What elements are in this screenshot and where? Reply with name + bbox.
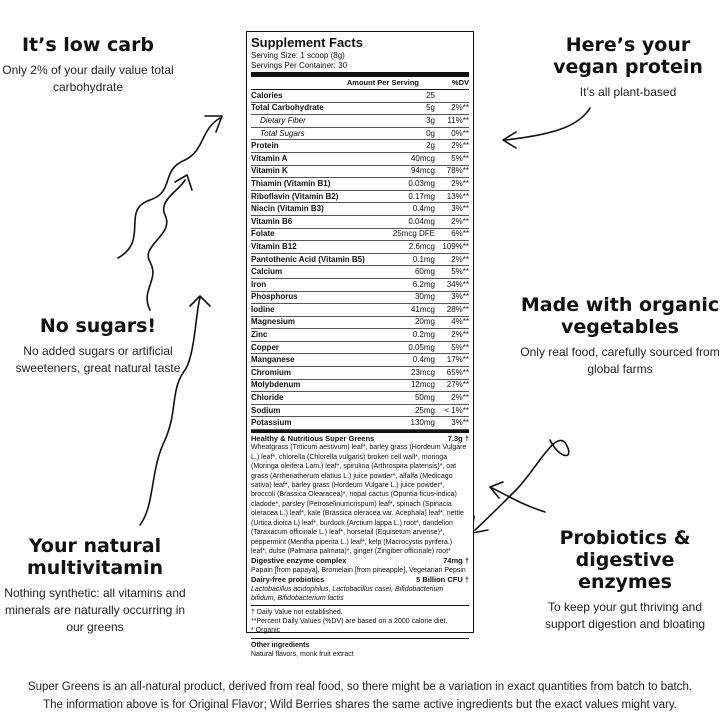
nutrient-dv: < 1%**: [444, 405, 469, 415]
nutrient-dv: 2%**: [451, 216, 469, 226]
nutrient-name: Thiamin (Vitamin B1): [251, 178, 331, 188]
nutrient-dv: 2%**: [451, 393, 469, 403]
nutrient-name: Pantothenic Acid (Vitamin B5): [251, 254, 365, 264]
nutrient-name: Vitamin B12: [251, 241, 297, 251]
nutrient-amount: 50mg: [414, 393, 435, 403]
nutrient-name: Riboflavin (Vitamin B2): [251, 191, 339, 201]
nutrient-name: Folate: [251, 229, 275, 239]
other-ingredients-title: Other ingredients: [251, 642, 310, 650]
nutrient-amount: 0.2mg: [412, 330, 435, 340]
nutrient-row: [251, 354, 469, 367]
callout-title: No sugars!: [39, 315, 157, 337]
nutrient-name: Niacin (Vitamin B3): [251, 204, 324, 214]
nutrient-row: [251, 191, 469, 204]
nutrient-row: [251, 241, 469, 254]
enzyme-amount: 74mg †: [443, 556, 469, 566]
nutrient-dv: 3%**: [451, 418, 469, 428]
nutrient-amount: 0.4mg: [412, 204, 435, 214]
callout-desc: Only real food, carefully sourced from global farms: [520, 345, 720, 376]
nutrient-name: Calories: [251, 90, 283, 100]
nutrient-dv: 3%**: [451, 204, 469, 214]
nutrient-dv: 28%**: [446, 304, 469, 314]
nutrient-name: Phosphorus: [251, 292, 298, 302]
nutrient-row: [251, 380, 469, 393]
disclaimer: [0, 678, 720, 714]
nutrient-name: Protein: [251, 141, 279, 151]
nutrient-name: Potassium: [251, 418, 292, 428]
callout-desc: No added sugars or artificial sweeteners, great natural taste: [15, 344, 181, 375]
nutrient-amount: 0.03mg: [408, 178, 435, 188]
nutrient-amount: 12mcg: [410, 380, 435, 390]
nutrient-row: [251, 417, 469, 430]
nutrient-name: Sodium: [251, 405, 281, 415]
nutrient-name: Molybdenum: [251, 380, 301, 390]
nutrient-amount: 0.17mg: [408, 191, 435, 201]
nutrient-table: [251, 90, 469, 430]
nutrient-row: [251, 254, 469, 267]
serving-size: Serving Size: 1 scoop (8g): [251, 51, 345, 60]
nutrient-row: [251, 90, 469, 103]
nutrient-dv: 17%**: [446, 355, 469, 365]
label-title: Supplement Facts: [251, 35, 363, 50]
nutrient-amount: 0g: [426, 128, 435, 138]
callout-desc: It’s all plant-based: [579, 85, 677, 99]
nutrient-row: [251, 266, 469, 279]
arrow-probiotics: [492, 488, 545, 512]
greens-blend: [251, 433, 469, 603]
nutrient-name: Vitamin K: [251, 166, 288, 176]
dv-header: %DV: [451, 78, 469, 87]
footnotes: [251, 605, 469, 635]
disclaimer-line-2: The information above is for Original Flavor; Wild Berries shares the same active ingredients but the exact values might vary.: [43, 699, 677, 711]
nutrient-dv: 65%**: [446, 367, 469, 377]
nutrient-dv: 2%**: [451, 178, 469, 188]
nutrient-row: [251, 153, 469, 166]
nutrient-dv: 11%**: [447, 115, 469, 125]
nutrient-name: Iodine: [251, 304, 275, 314]
nutrient-amount: 23mcg: [410, 367, 435, 377]
nutrient-name: Copper: [251, 342, 279, 352]
nutrient-name: Manganese: [251, 355, 295, 365]
nutrient-row: [251, 367, 469, 380]
other-ingredients: [251, 638, 469, 659]
callout-title: Probiotics & digestive enzymes: [559, 527, 691, 593]
nutrient-row: [251, 216, 469, 229]
nutrient-dv: 5%**: [451, 342, 469, 352]
nutrient-name: Vitamin A: [251, 153, 288, 163]
nutrient-row: [251, 229, 469, 242]
nutrient-row: [251, 329, 469, 342]
nutrient-amount: 40mcg: [410, 153, 435, 163]
nutrient-amount: 0.04mg: [408, 216, 435, 226]
callout-desc: Only 2% of your daily value total carbohydrate: [2, 63, 174, 94]
nutrient-amount: 30mg: [414, 292, 435, 302]
nutrient-row: [251, 279, 469, 292]
probiotics-title: Dairy-free probiotics: [251, 575, 325, 585]
nutrient-dv: 0%**: [451, 128, 469, 138]
footnote-dv-basis: **Percent Daily Values (%DV) are based on a 2000 calorie diet.: [251, 618, 448, 626]
disclaimer-line-1: Super Greens is an all-natural product, derived from real food, so there might be a variation in exact quantities from batch to batch.: [27, 681, 693, 693]
enzyme-title: Digestive enzyme complex: [251, 556, 347, 566]
nutrient-name: Total Sugars: [260, 128, 305, 138]
nutrient-row: [251, 405, 469, 418]
nutrient-amount: 130mg: [410, 418, 435, 428]
nutrient-row: [251, 140, 469, 153]
probiotics-ingredients: Lactobacillus acidophilus, Lactobacillus casei, Bifidobacterium bifidum, Bifidobacterium lactis: [251, 585, 444, 602]
nutrient-row: [251, 317, 469, 330]
nutrient-row: [251, 128, 469, 141]
nutrient-dv: 5%**: [451, 267, 469, 277]
nutrient-dv: 3%**: [451, 292, 469, 302]
nutrient-amount: 25mcg DFE: [392, 229, 435, 239]
nutrient-row: [251, 115, 469, 128]
nutrient-dv: 13%**: [446, 191, 469, 201]
other-ingredients-text: Natural flavors, monk fruit extract: [251, 651, 354, 659]
arrow-organic: [475, 440, 569, 530]
nutrient-amount: 41mcg: [410, 304, 435, 314]
nutrient-dv: 109%**: [442, 241, 469, 251]
nutrient-amount: 0.05mg: [408, 342, 435, 352]
nutrient-dv: 78%**: [446, 166, 469, 176]
nutrient-amount: 2g: [426, 141, 435, 151]
nutrient-name: Dietary Fiber: [260, 115, 306, 125]
footnote-organic: * Organic: [251, 627, 281, 635]
nutrient-name: Magnesium: [251, 317, 296, 327]
nutrient-amount: 20mg: [414, 317, 435, 327]
nutrient-row: [251, 203, 469, 216]
supplement-facts-label: [246, 31, 474, 659]
nutrient-name: Calcium: [251, 267, 283, 277]
nutrient-dv: 2%**: [451, 254, 469, 264]
arrow-low-carb: [118, 118, 220, 258]
nutrient-dv: 2%**: [451, 103, 469, 113]
callout-title: Your natural multivitamin: [26, 535, 164, 579]
nutrient-name: Total Carbohydrate: [251, 103, 324, 113]
nutrient-row: [251, 342, 469, 355]
nutrient-row: [251, 103, 469, 116]
nutrient-name: Chromium: [251, 367, 291, 377]
nutrient-amount: 25: [426, 90, 435, 100]
nutrient-dv: 2%**: [451, 330, 469, 340]
amount-header: Amount Per Serving: [346, 78, 419, 87]
enzyme-ingredients: Papain [from papaya], Bromelain [from pineapple], Vegetarian Pepsin: [251, 566, 466, 574]
arrow-multivitamin: [140, 298, 200, 525]
column-header: [251, 77, 469, 90]
nutrient-dv: 2%**: [451, 141, 469, 151]
callout-desc: To keep your gut thriving and support digestion and bloating: [544, 600, 706, 631]
nutrient-row: [251, 178, 469, 191]
greens-title: Healthy & Nutritious Super Greens: [251, 434, 375, 444]
footnote-dv-not-established: † Daily Value not established.: [251, 609, 343, 617]
nutrient-row: [251, 166, 469, 179]
nutrient-name: Zinc: [251, 330, 268, 340]
nutrient-name: Iron: [251, 279, 267, 289]
nutrient-dv: 4%**: [451, 317, 469, 327]
nutrient-amount: 2.6mcg: [408, 241, 435, 251]
nutrient-dv: 6%**: [451, 229, 469, 239]
nutrient-dv: 34%**: [446, 279, 469, 289]
nutrient-amount: 0.4mg: [412, 355, 435, 365]
nutrient-dv: 5%**: [451, 153, 469, 163]
callout-title: It’s low carb: [21, 34, 155, 56]
callout-title: Made with organic vegetables: [520, 294, 720, 338]
nutrient-amount: 60mg: [414, 267, 435, 277]
nutrient-row: [251, 292, 469, 305]
nutrient-amount: 3g: [426, 115, 435, 125]
nutrient-amount: 25mg: [414, 405, 435, 415]
nutrient-amount: 0.1mg: [412, 254, 435, 264]
nutrient-dv: 27%**: [446, 380, 469, 390]
nutrient-amount: 94mcg: [410, 166, 435, 176]
callout-title: Here’s your vegan protein: [553, 34, 703, 78]
nutrient-name: Vitamin B6: [251, 216, 293, 226]
arrow-vegan: [505, 108, 590, 140]
nutrient-amount: 6.2mg: [412, 279, 435, 289]
callout-desc: Nothing synthetic: all vitamins and minerals are naturally occurring in our greens: [4, 586, 186, 634]
greens-amount: 7.3g †: [447, 434, 469, 444]
nutrient-row: [251, 304, 469, 317]
nutrient-row: [251, 392, 469, 405]
nutrient-name: Chloride: [251, 393, 284, 403]
probiotics-amount: 5 Billion CFU †: [416, 575, 469, 585]
nutrient-amount: 5g: [426, 103, 435, 113]
servings-per-container: Servings Per Container: 30: [251, 60, 348, 70]
greens-ingredients: Wheatgrass (Triticum aestivum) leaf*, barley grass (Hordeum Vulgare L.) leaf*, chlorella (Chlorella vulgaris) broken cell wall*, moringa (Moringa oleifera Lam.) leaf*, spirulina (Arthrospira platensis)*, oat grass (Arrhenatherum elatius L.) juice powder*, alfalfa (Medicago sativa) leaf*, barley grass (Hordeum Vulgare L.) juice powder*, broccoli (Brassica Olearacea)*, nopal cactus (Opuntia ficus-indica) cladode*, parsley (Petroselinumcrispum) leaf*, spinach (Spinacia oleracea L.) leaf*, kale (Brassica oleracea var. Acephala) leaf*, nettle (Urtica dioica L) leaf*, burdock (Arctium lappa L.) root*, dandelion (Taraxacum officinale L.) leaf*, horsetail (Equisetum arvense)*, peppermint (Mentha piperita L.) leaf*, kelp (Macrocystis pyrifera.) leaf*, dulse (Palmaria palmata)*, ginger (Zingiber officinale) root*: [251, 444, 467, 555]
